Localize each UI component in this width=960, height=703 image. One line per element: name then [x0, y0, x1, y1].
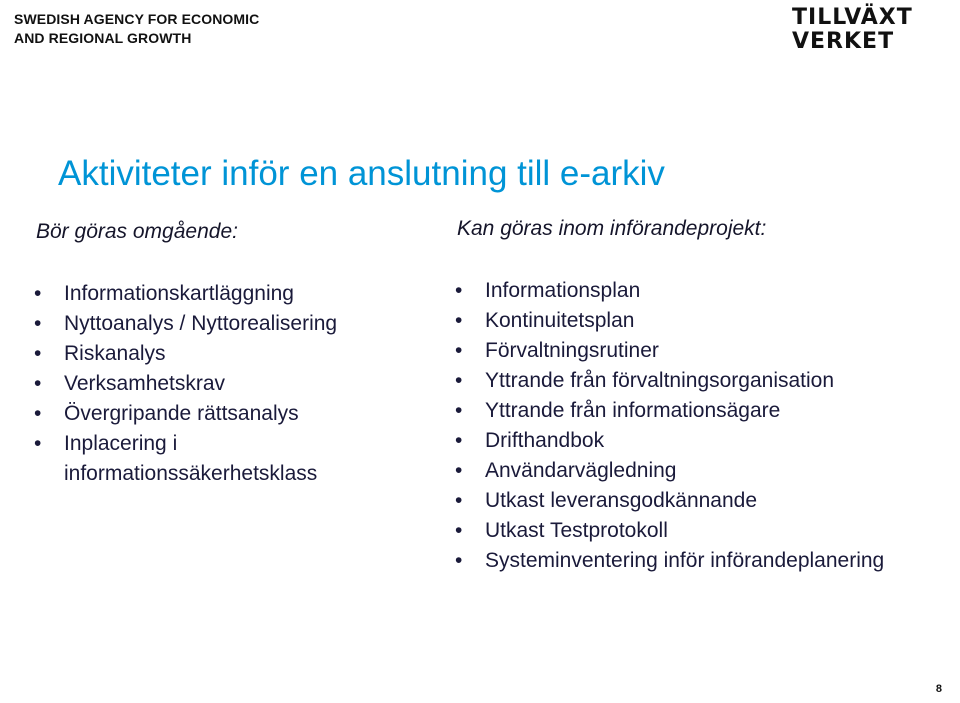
list-item — [34, 279, 424, 309]
list-item-text: Användarvägledning — [485, 459, 677, 482]
left-column-list — [34, 279, 424, 489]
bullet-icon: • — [455, 339, 463, 362]
list-item — [455, 426, 895, 456]
bullet-icon: • — [455, 309, 463, 332]
list-item — [34, 399, 424, 429]
bullet-icon: • — [455, 369, 463, 392]
list-item — [34, 429, 424, 489]
list-item — [455, 336, 895, 366]
list-item-text: Verksamhetskrav — [64, 372, 226, 395]
bullet-icon: • — [34, 402, 42, 425]
list-item — [34, 369, 424, 399]
list-item — [455, 486, 895, 516]
list-item — [455, 516, 895, 546]
bullet-icon: • — [455, 399, 463, 422]
list-item-text: Yttrande från informationsägare — [485, 399, 781, 422]
bullet-icon: • — [455, 429, 463, 452]
list-item-text: Yttrande från förvaltningsorganisation — [485, 369, 835, 392]
list-item — [455, 456, 895, 486]
bullet-icon: • — [34, 432, 42, 455]
right-column-list — [455, 276, 895, 576]
agency-name-line-2: AND REGIONAL GROWTH — [14, 30, 192, 46]
list-item — [455, 546, 895, 576]
list-item-text: Utkast leveransgodkännande — [485, 489, 758, 512]
list-item — [455, 366, 895, 396]
tillvaxtverket-logo — [792, 2, 916, 50]
list-item — [455, 396, 895, 426]
list-item-text: Informationsplan — [485, 279, 641, 302]
bullet-icon: • — [455, 549, 463, 572]
list-item-text: Riskanalys — [64, 342, 166, 365]
list-item-text: Drifthandbok — [485, 429, 605, 452]
bullet-icon: • — [34, 342, 42, 365]
bullet-icon: • — [455, 459, 463, 482]
bullet-icon: • — [34, 372, 42, 395]
bullet-icon: • — [455, 279, 463, 302]
list-item — [34, 339, 424, 369]
list-item-text: Nyttoanalys / Nyttorealisering — [64, 312, 338, 335]
page-number: 8 — [935, 683, 942, 695]
slide-title: Aktiviteter inför en anslutning till e-arkiv — [58, 154, 665, 193]
list-item-text: Informationskartläggning — [64, 282, 294, 305]
list-item-text: Inplacering i informationssäkerhetsklass — [64, 432, 318, 485]
list-item-text: Kontinuitetsplan — [485, 309, 635, 332]
right-column-heading: Kan göras inom införandeprojekt: — [457, 217, 767, 240]
list-item-text: Systeminventering inför införandeplanering — [485, 549, 885, 572]
list-item-text: Övergripande rättsanalys — [64, 402, 299, 425]
list-item — [455, 276, 895, 306]
bullet-icon: • — [455, 519, 463, 542]
logo-line-2: VERKET — [792, 29, 895, 50]
left-column-heading: Bör göras omgående: — [36, 220, 238, 243]
list-item — [34, 309, 424, 339]
bullet-icon: • — [34, 312, 42, 335]
agency-name — [14, 10, 259, 48]
list-item — [455, 306, 895, 336]
logo-line-1: TILLVÄXT — [792, 5, 913, 30]
bullet-icon: • — [455, 489, 463, 512]
list-item-text: Förvaltningsrutiner — [485, 339, 659, 362]
agency-name-line-1: SWEDISH AGENCY FOR ECONOMIC — [14, 11, 260, 27]
bullet-icon: • — [34, 282, 42, 305]
list-item-text: Utkast Testprotokoll — [485, 519, 668, 542]
